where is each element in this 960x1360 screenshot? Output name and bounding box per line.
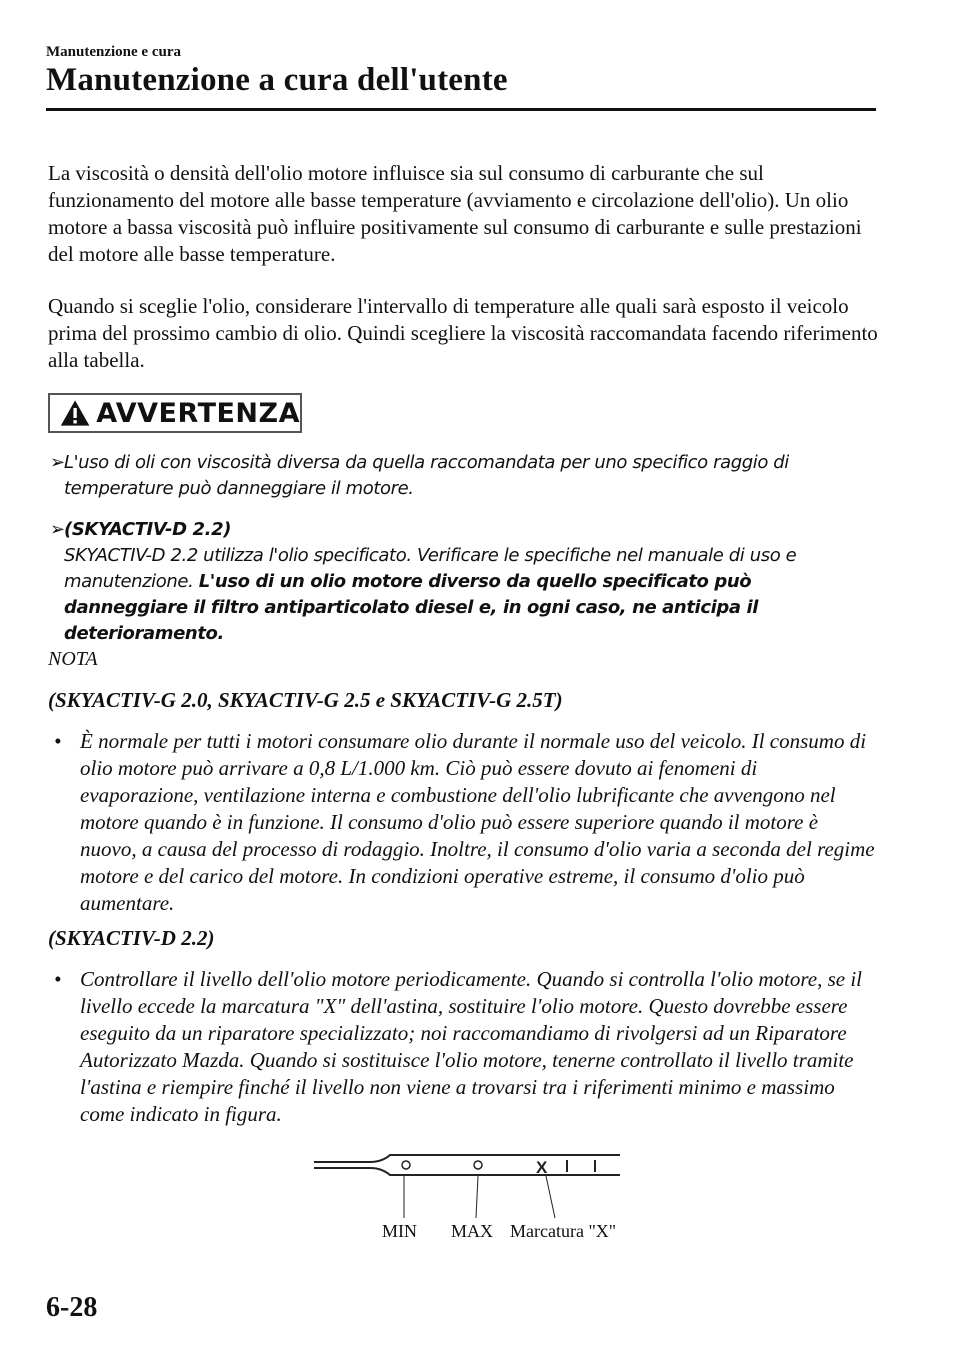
note-item-text: È normale per tutti i motori consumare olio durante il normale uso del veicolo. Il consumo di olio motore può arrivare a 0,8 L/1.000 km. Ciò può essere dovuto ai fenomeni di evaporazione, ventilazione interna e combustione dell'olio lubrificante che avvengono nel motore quando è in funzione. Il consumo d'olio può essere superiore quando il motore è nuovo, a causa del processo di rodaggio. Inoltre, il consumo d'olio varia a seconda del regime motore e del carico del motore. In condizioni operative estreme, il consumo d'olio può aumentare. [80, 729, 875, 915]
note-item [48, 728, 878, 917]
warning-label: AVVERTENZA [96, 397, 300, 429]
note-model-heading: (SKYACTIV-D 2.2) [48, 926, 215, 950]
min-mark-icon [402, 1161, 410, 1169]
warning-item-text: SKYACTIV-D 2.2 utilizza l'olio specificato. Verificare le specifiche nel manuale di uso e manutenzione. [64, 545, 797, 592]
note-item-text: Controllare il livello dell'olio motore periodicamente. Quando si controlla l'olio motore, se il livello eccede la marcatura "X" dell'astina, sostituire l'olio motore. Questo dovrebbe essere eseguito da un riparatore specializzato; noi raccomandiamo di rivolgersi ad un Riparatore Autorizzato Mazda. Quando si sostituisce l'olio motore, tenerne controllato il livello tramite l'astina e riempire finché il livello non viene a trovarsi tra i riferimenti minimo e massimo come indicato in figura. [80, 967, 863, 1126]
dipstick-handle [314, 1155, 620, 1162]
warning-heading [48, 393, 302, 433]
page-title: Manutenzione a cura dell'utente [46, 62, 508, 98]
warning-triangle-icon [60, 397, 90, 429]
leader-line-max [476, 1176, 478, 1218]
arrow-bullet-icon: ➢ [50, 452, 65, 473]
warning-item [50, 517, 850, 647]
warning-item-bold-text: L'uso di un olio motore diverso da quello specificato può danneggiare il filtro antiparticolato diesel e, in ogni caso, ne anticipa il deterioramento. [64, 571, 758, 644]
page-number: 6-28 [46, 1292, 98, 1323]
figure-label-max: MAX [451, 1221, 494, 1241]
header-divider [46, 108, 876, 111]
arrow-bullet-icon: ➢ [50, 519, 65, 540]
note-label: NOTA [48, 648, 98, 670]
bullet-dot: • [54, 729, 62, 753]
figure-label-x-mark: Marcatura "X" [510, 1221, 617, 1241]
warning-item-title: (SKYACTIV-D 2.2) [64, 519, 232, 540]
bullet-dot: • [54, 967, 62, 991]
dipstick-handle-lower [314, 1168, 620, 1175]
note-item [48, 966, 878, 1128]
paragraph-viscosity: La viscosità o densità dell'olio motore influisce sia sul consumo di carburante che sul funzionamento del motore alle basse temperature (avviamento e circolazione dell'olio). Un olio motore a bassa viscosità può influire positivamente sul consumo di carburante e sulle prestazioni del motore alle basse temperature. [48, 161, 862, 266]
warning-item-text: L'uso di oli con viscosità diversa da quella raccomandata per uno specifico raggio di temperature può danneggiare il motore. [64, 452, 789, 499]
warning-item [50, 450, 850, 502]
x-marking-glyph: X [536, 1158, 548, 1177]
paragraph-oil-choice: Quando si sceglie l'olio, considerare l'intervallo di temperature alle quali sarà esposto il veicolo prima del prossimo cambio di olio. Quindi scegliere la viscosità raccomandata facendo riferimento alla tabella. [48, 294, 878, 372]
note-model-heading: (SKYACTIV-G 2.0, SKYACTIV-G 2.5 e SKYACTIV-G 2.5T) [48, 688, 563, 712]
max-mark-icon [474, 1161, 482, 1169]
section-label: Manutenzione e cura [46, 44, 181, 60]
figure-label-min: MIN [382, 1221, 417, 1241]
leader-line-x [546, 1176, 555, 1218]
